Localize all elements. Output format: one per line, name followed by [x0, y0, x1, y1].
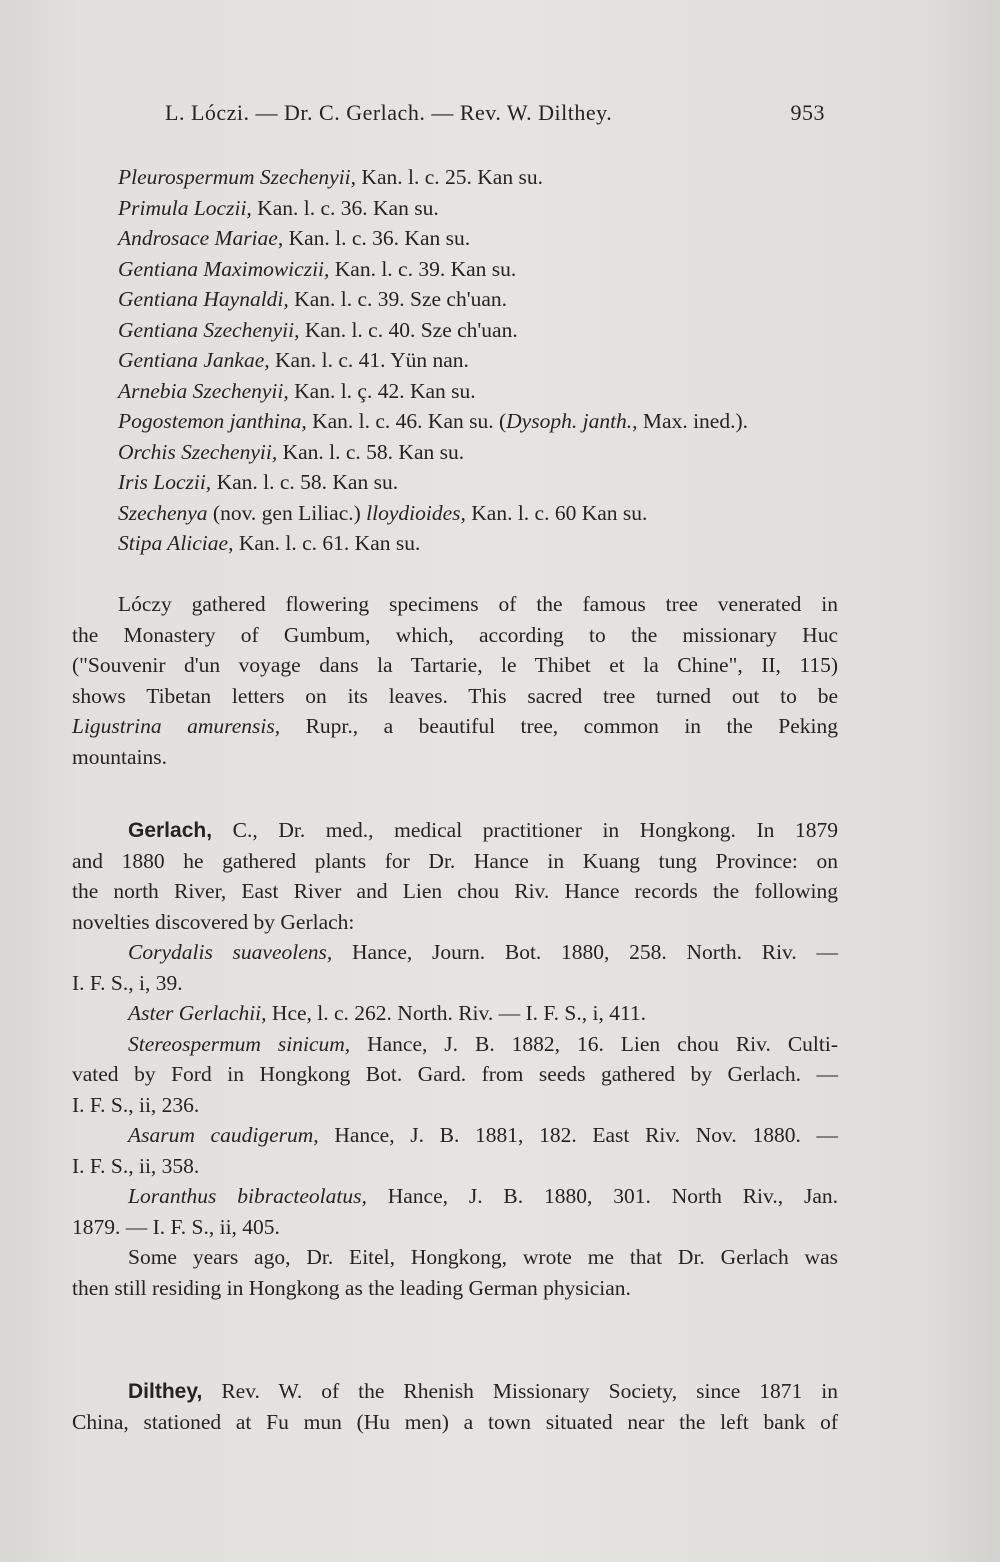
page-number: 953 — [790, 100, 825, 125]
paragraph-line: the Monastery of Gumbum, which, according to the missionary Huc — [72, 622, 838, 647]
list-item: Gentiana Haynaldi, Kan. l. c. 39. Sze ch'uan. — [118, 287, 508, 311]
list-item: Stereospermum sinicum, Hance, J. B. 1882, 16. Lien chou Riv. Culti- — [128, 1031, 838, 1056]
paragraph-line: Some years ago, Dr. Eitel, Hongkong, wrote me that Dr. Gerlach was — [128, 1245, 838, 1269]
paragraph-line: Ligustrina amurensis, Rupr., a beautiful tree, common in the Peking — [72, 714, 838, 738]
paragraph-line: the north River, East River and Lien chou Riv. Hance records the following — [72, 879, 838, 903]
entry-first-line: Gerlach, C., Dr. med., medical practitioner in Hongkong. In 1879 — [128, 818, 839, 842]
paragraph-line: China, stationed at Fu mun (Hu men) a town situated near the left bank of — [72, 1409, 838, 1434]
list-item-continuation: I. F. S., i, 39. — [72, 970, 183, 995]
dilthey-entry — [72, 1376, 838, 1437]
entry-heading: Gerlach, — [128, 819, 213, 842]
list-item: Gentiana Jankae, Kan. l. c. 41. Yün nan. — [118, 348, 469, 372]
list-item-continuation: 1879. — I. F. S., ii, 405. — [72, 1214, 280, 1239]
list-item: Pleurospermum Szechenyii, Kan. l. c. 25. Kan su. — [118, 165, 543, 189]
list-item: Iris Loczii, Kan. l. c. 58. Kan su. — [118, 470, 399, 494]
list-item: Aster Gerlachii, Hce, l. c. 262. North. Riv. — I. F. S., i, 411. — [128, 1001, 647, 1025]
loczy-paragraph — [72, 589, 838, 772]
paragraph-line: and 1880 he gathered plants for Dr. Hance in Kuang tung Province: on — [72, 848, 838, 873]
paragraph-line: shows Tibetan letters on its leaves. This sacred tree turned out to be — [72, 683, 838, 708]
species-list — [72, 162, 838, 559]
list-item: Arnebia Szechenyii, Kan. l. ç. 42. Kan su. — [118, 378, 476, 403]
entry-heading: Dilthey, — [128, 1380, 203, 1403]
paragraph-line: ("Souvenir d'un voyage dans la Tartarie, le Thibet et la Chine", II, 115) — [72, 653, 838, 677]
list-item: Corydalis suaveolens, Hance, Journ. Bot. 1880, 258. North. Riv. — — [128, 940, 838, 964]
paragraph-line: Lóczy gathered flowering specimens of the famous tree venerated in — [118, 592, 838, 616]
list-item: Stipa Aliciae, Kan. l. c. 61. Kan su. — [118, 531, 421, 555]
list-item: Primula Loczii, Kan. l. c. 36. Kan su. — [118, 195, 439, 220]
list-item: Gentiana Maximowiczii, Kan. l. c. 39. Kan su. — [118, 256, 517, 281]
list-item: Pogostemon janthina, Kan. l. c. 46. Kan su. (Dysoph. janth., Max. ined.). — [118, 409, 749, 433]
running-title: L. Lóczi. — Dr. C. Gerlach. — Rev. W. Dilthey. — [165, 100, 613, 125]
paragraph-line: novelties discovered by Gerlach: — [72, 909, 355, 934]
list-item: Loranthus bibracteolatus, Hance, J. B. 1880, 301. North Riv., Jan. — [128, 1184, 838, 1208]
list-item: Orchis Szechenyii, Kan. l. c. 58. Kan su. — [118, 439, 465, 464]
list-item: Androsace Mariae, Kan. l. c. 36. Kan su. — [118, 226, 471, 250]
list-item-continuation: I. F. S., ii, 236. — [72, 1092, 200, 1117]
list-item: Asarum caudigerum, Hance, J. B. 1881, 182. East Riv. Nov. 1880. — — [128, 1123, 838, 1147]
gerlach-entry — [72, 815, 838, 1303]
list-item-continuation: I. F. S., ii, 358. — [72, 1153, 200, 1178]
entry-first-line: Dilthey, Rev. W. of the Rhenish Missionary Society, since 1871 in — [128, 1379, 839, 1403]
paragraph-line: then still residing in Hongkong as the leading German physician. — [72, 1275, 631, 1300]
paragraph-line: mountains. — [72, 744, 167, 769]
list-item-continuation: vated by Ford in Hongkong Bot. Gard. from seeds gathered by Gerlach. — — [72, 1062, 838, 1086]
list-item: Gentiana Szechenyii, Kan. l. c. 40. Sze ch'uan. — [118, 317, 518, 342]
list-item: Szechenya (nov. gen Liliac.) lloydioides, Kan. l. c. 60 Kan su. — [118, 500, 648, 525]
